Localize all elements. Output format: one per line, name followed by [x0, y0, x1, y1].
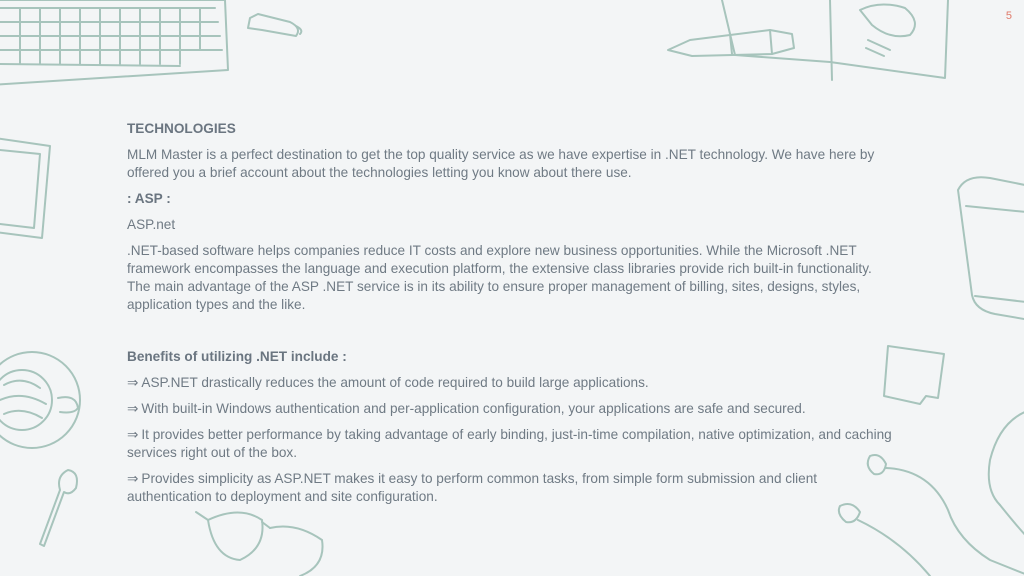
benefit-text: Provides simplicity as ASP.NET makes it easy to perform common tasks, from simple form submission and client authentication to deployment and site configuration. [127, 471, 818, 504]
benefit-item [127, 400, 892, 418]
benefit-item [127, 426, 892, 462]
subheading-asp: : ASP : [127, 191, 171, 206]
spoon-icon [40, 470, 77, 546]
tablet-icon [0, 138, 50, 238]
coffee-cup-icon [0, 352, 80, 448]
content-area [127, 120, 892, 514]
double-arrow-icon: ⇒ [127, 375, 139, 390]
double-arrow-icon: ⇒ [127, 427, 139, 442]
glasses-icon [196, 512, 323, 576]
spacer [127, 322, 892, 348]
double-arrow-icon: ⇒ [127, 401, 139, 416]
benefit-item [127, 374, 892, 392]
usb-drive-icon [248, 14, 301, 36]
benefit-text: It provides better performance by taking advantage of early binding, just-in-time compilation, native optimization, and caching services right out of the box. [127, 427, 892, 460]
tech-name: ASP.net [127, 217, 176, 232]
keyboard-icon [0, 0, 228, 85]
section-heading: TECHNOLOGIES [127, 121, 236, 136]
benefit-item [127, 470, 892, 506]
page-number: 5 [1005, 10, 1012, 22]
benefits-heading: Benefits of utilizing .NET include : [127, 349, 347, 364]
smartphone-icon [958, 177, 1024, 320]
double-arrow-icon: ⇒ [127, 471, 139, 486]
sticky-note-icon [884, 346, 944, 404]
description-paragraph: .NET-based software helps companies reduce IT costs and explore new business opportunities. While the Microsoft .NET framework encompasses the language and execution platform, the extensive class libraries provide rich built-in functionality. The main advantage of the ASP .NET service is in its ability to ensure proper management of billing, sites, designs, styles, application types and the like. [127, 243, 872, 312]
intro-paragraph: MLM Master is a perfect destination to get the top quality service as we have expertise in .NET technology. We have here by offered you a brief account about the technologies letting you know about there use. [127, 147, 875, 180]
benefit-text: ASP.NET drastically reduces the amount of code required to build large applications. [141, 375, 649, 390]
benefit-text: With built-in Windows authentication and per-application configuration, your applications are safe and secured. [141, 401, 806, 416]
notebook-icon [722, 0, 948, 80]
